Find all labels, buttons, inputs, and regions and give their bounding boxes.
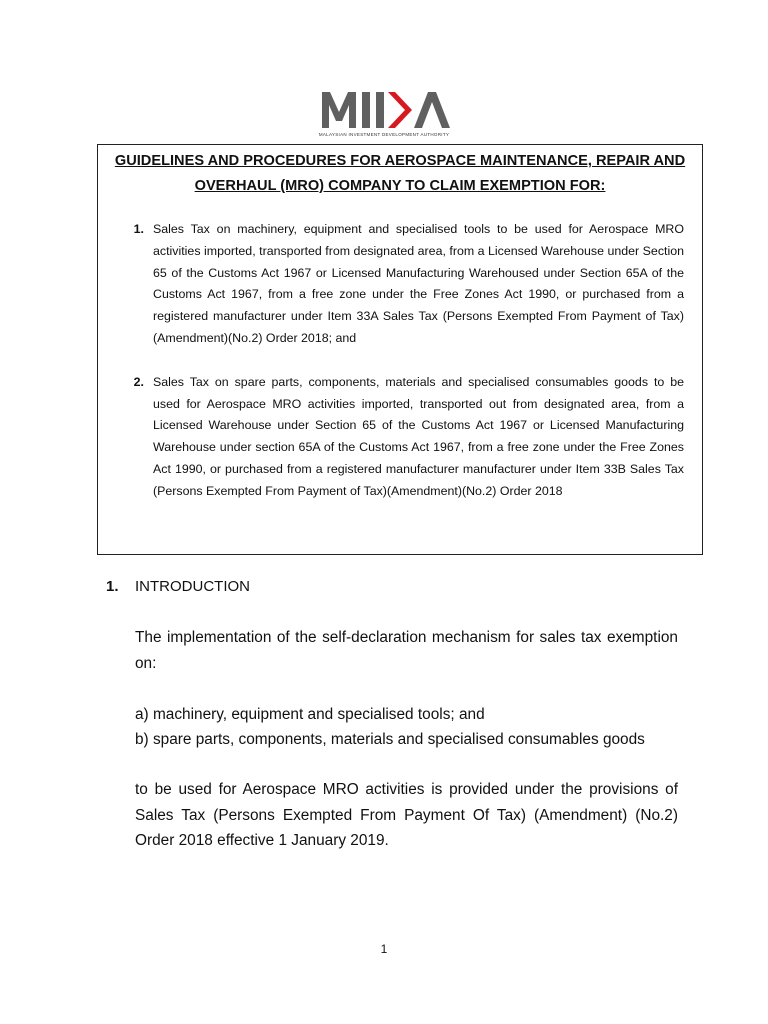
- list-item-number: 2.: [133, 374, 144, 389]
- list-item: a) machinery, equipment and specialised tools; and: [135, 706, 485, 723]
- section-number: 1.: [106, 578, 119, 595]
- guidelines-box: [97, 144, 703, 555]
- provisions-paragraph: to be used for Aerospace MRO activities is provided under the provisions of Sales Tax (Persons Exempted From Payment Of Tax) (Amendment) (No.2) Order 2018 effective 1 January 2019.: [135, 781, 678, 849]
- list-item: b) spare parts, components, materials and specialised consumables goods: [135, 731, 645, 748]
- mida-logo: [318, 88, 450, 142]
- exemption-goods-list: [135, 702, 678, 752]
- introduction-paragraph: The implementation of the self-declaration mechanism for sales tax exemption on:: [135, 629, 678, 672]
- list-item-text: Sales Tax on spare parts, components, materials and specialised consumables goods to be used for Aerospace MRO activities imported, transported out from designated area, from a Licensed Warehouse under Section 65 of the Customs Act 1967 or Licensed Manufacturing Warehouse under section 65A of the Customs Act 1967, from a free zone under the Free Zones Act 1990, or purchased from a registered manufacturer manufacturer under Item 33B Sales Tax (Persons Exempted From Payment of Tax)(Amendment)(No.2) Order 2018: [153, 374, 684, 498]
- guidelines-title: GUIDELINES AND PROCEDURES FOR AEROSPACE MAINTENANCE, REPAIR AND OVERHAUL (MRO) COMPANY TO CLAIM EXEMPTION FOR:: [114, 153, 686, 194]
- list-item: [98, 372, 684, 503]
- introduction-heading: [106, 576, 250, 598]
- mida-logo-mark: [318, 88, 450, 130]
- list-item: [98, 219, 684, 350]
- logo-tagline: MALAYSIAN INVESTMENT DEVELOPMENT AUTHORITY: [318, 132, 450, 137]
- exemption-list: [98, 219, 684, 503]
- list-item-text: Sales Tax on machinery, equipment and specialised tools to be used for Aerospace MRO activities imported, transported from designated area, from a Licensed Warehouse under Section 65 of the Customs Act 1967 or Licensed Manufacturing Warehoused under Section 65A of the Customs Act 1967, from a free zone under the Free Zones Act 1990, or purchased from a registered manufacturer under Item 33A Sales Tax (Persons Exempted From Payment of Tax)(Amendment)(No.2) Order 2018; and: [153, 222, 684, 345]
- section-title: INTRODUCTION: [135, 578, 250, 595]
- list-item-number: 1.: [133, 222, 144, 236]
- page-number: 1: [380, 942, 388, 956]
